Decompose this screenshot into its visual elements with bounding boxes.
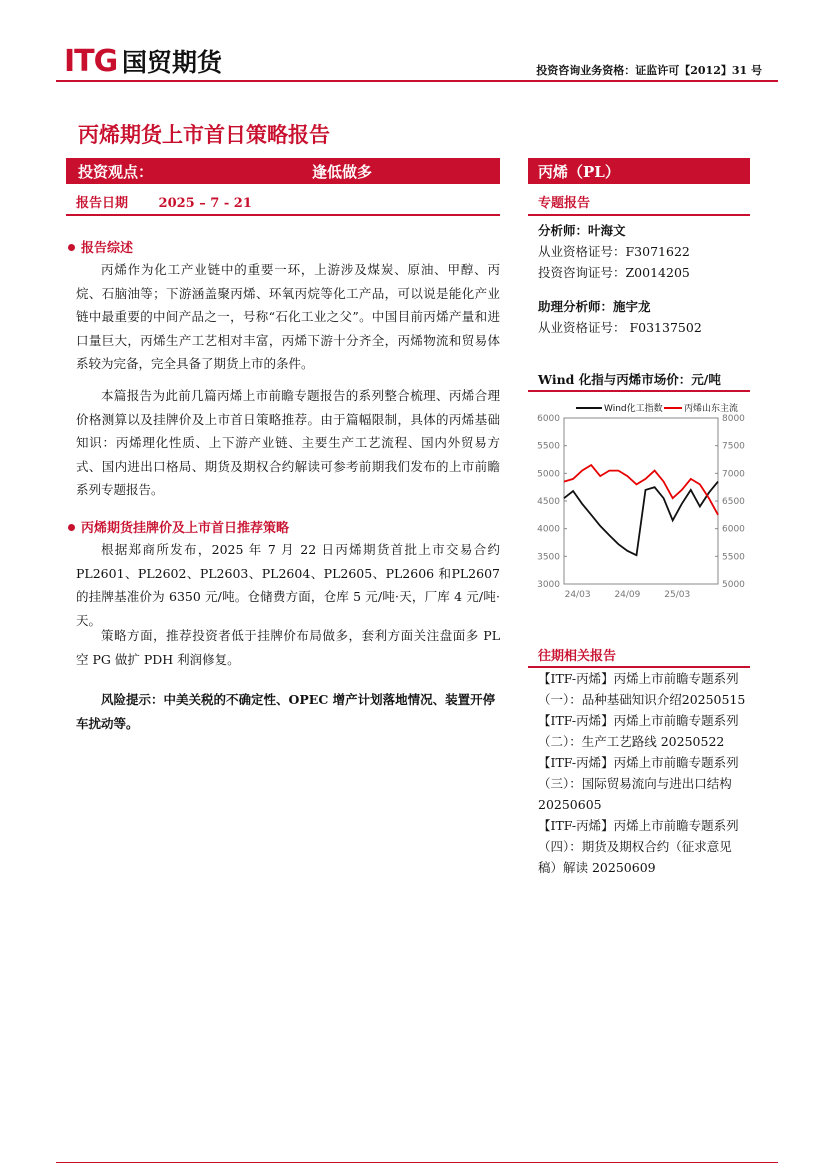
y-left-tick-label: 4000 <box>537 524 560 535</box>
y-right-tick-label: 6000 <box>722 524 745 535</box>
past-report-item[interactable]: 【ITF-丙烯】丙烯上市前瞻专题系列（四）：期货及期权合约（征求意见稿）解读 20250609 <box>538 818 739 875</box>
y-right-tick-label: 5000 <box>722 580 745 590</box>
price-chart <box>528 396 764 608</box>
y-right-tick-label: 8000 <box>722 414 745 424</box>
chart-divider <box>528 390 750 392</box>
past-report-item[interactable]: 【ITF-丙烯】丙烯上市前瞻专题系列（三）：国际贸易流向与进出口结构 20250605 <box>538 755 739 812</box>
past-report-item[interactable]: 【ITF-丙烯】丙烯上市前瞻专题系列（一）：品种基础知识介绍20250515 <box>538 671 746 707</box>
past-report-item[interactable]: 【ITF-丙烯】丙烯上市前瞻专题系列（二）：生产工艺路线 20250522 <box>538 713 739 749</box>
assistant-name: 施宇龙 <box>613 299 651 314</box>
document-title: 丙烯期货上市首日策略报告 <box>78 122 330 147</box>
y-left-tick-label: 3500 <box>537 552 560 563</box>
report-type: 专题报告 <box>538 196 591 211</box>
x-tick-label: 24/09 <box>614 590 641 600</box>
past-reports-list <box>538 668 750 878</box>
investment-view-bar <box>66 158 500 184</box>
analyst-info <box>538 220 750 338</box>
summary-heading: 报告综述 <box>68 237 133 256</box>
plot-frame <box>564 418 718 584</box>
y-left-tick-label: 4500 <box>537 497 560 507</box>
logo-itg: ITG <box>64 44 118 79</box>
bullet-icon <box>68 524 75 531</box>
y-right-tick-label: 6500 <box>722 497 745 507</box>
strategy-paragraph-1: 根据郑商所发布，2025 年 7 月 22 日丙烯期货首批上市交易合约 PL2601、PL2602、PL2603、PL2604、PL2605、PL2606 和PL2607 的挂牌基准价为 6350 元/吨。仓储费方面，仓库 5 元/吨·天，厂库 4 元/吨·天。 <box>76 542 500 628</box>
analyst-cert-1: 从业资格证号：F3071622 <box>538 244 690 259</box>
strategy-paragraph-2: 策略方面，推荐投资者低于挂牌价布局做多，套利方面关注盘面多 PL 空 PG 做扩 PDH 利润修复。 <box>76 628 500 667</box>
x-tick-label: 25/03 <box>664 590 691 600</box>
product-bar <box>528 158 750 184</box>
footer-divider <box>56 1162 778 1163</box>
report-date-label: 报告日期 <box>76 196 129 211</box>
header-divider <box>56 80 778 82</box>
certification-text: 投资咨询业务资格：证监许可【2012】31 号 <box>536 64 762 77</box>
x-tick-label: 24/03 <box>564 590 591 600</box>
series-line-2 <box>564 465 718 515</box>
legend-label: Wind化工指数 <box>604 404 663 414</box>
analyst-name: 叶海文 <box>588 223 626 238</box>
chart-title: Wind 化指与丙烯市场价：元/吨 <box>538 372 721 387</box>
y-right-tick-label: 7000 <box>722 469 745 480</box>
risk-warning: 风险提示：中美关税的不确定性、OPEC 增产计划落地情况、装置开停车扰动等。 <box>76 692 496 731</box>
assistant-label: 助理分析师： <box>538 299 614 314</box>
report-date <box>76 192 278 211</box>
y-right-tick-label: 7500 <box>722 441 745 452</box>
report-date-value: 2025 – 7 - 21 <box>158 196 252 211</box>
y-left-tick-label: 6000 <box>537 414 560 424</box>
logo-company-name: 国贸期货 <box>122 48 223 77</box>
y-left-tick-label: 5500 <box>537 441 560 452</box>
left-divider <box>66 214 500 216</box>
investment-view-value: 逢低做多 <box>312 163 373 181</box>
investment-view-label: 投资观点： <box>78 163 154 181</box>
y-left-tick-label: 5000 <box>537 469 560 480</box>
right-divider <box>528 214 750 216</box>
analyst-cert-2: 投资咨询证号：Z0014205 <box>538 265 690 280</box>
series-line-1 <box>564 482 718 556</box>
y-right-tick-label: 5500 <box>722 552 745 563</box>
analyst-label: 分析师： <box>538 223 589 238</box>
strategy-heading: 丙烯期货挂牌价及上市首日推荐策略 <box>68 517 289 536</box>
summary-paragraph-2: 本篇报告为此前几篇丙烯上市前瞻专题报告的系列整合梳理、丙烯合理价格测算以及挂牌价及上市首日策略推荐。由于篇幅限制，具体的丙烯基础知识：丙烯理化性质、上下游产业链、主要生产工艺流程、国内外贸易方式、国内进出口格局、期货及期权合约解读可参考前期我们发布的上市前瞻系列专题报告。 <box>76 388 500 497</box>
bullet-icon <box>68 244 75 251</box>
product-name: 丙烯（PL） <box>538 163 620 181</box>
y-left-tick-label: 3000 <box>537 580 560 590</box>
summary-paragraph-1: 丙烯作为化工产业链中的重要一环，上游涉及煤炭、原油、甲醇、丙烷、石脑油等；下游涵盖聚丙烯、环氧丙烷等化工产品，可以说是能化产业链中最重要的中间产品之一，号称“石化工业之父”。中国目前丙烯产量和进口量巨大，丙烯生产工艺相对丰富，丙烯下游十分齐全，丙烯物流和贸易体系较为完备，完全具备了期货上市的条件。 <box>76 262 500 371</box>
legend-label: 丙烯山东主流 <box>684 404 739 414</box>
assistant-cert: 从业资格证号： F03137502 <box>538 320 702 335</box>
past-reports-heading: 往期相关报告 <box>538 649 617 664</box>
